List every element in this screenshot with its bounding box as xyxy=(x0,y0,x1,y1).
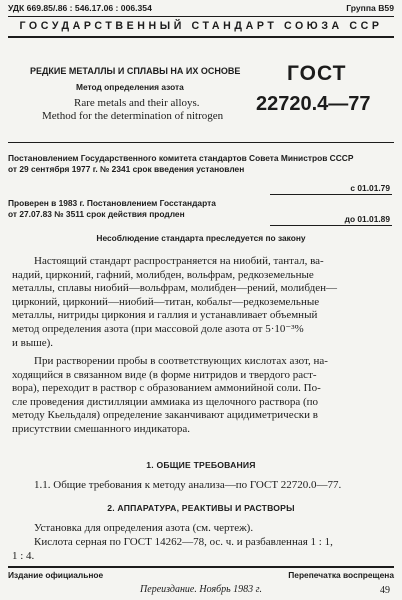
section-2-heading: 2. АППАРАТУРА, РЕАКТИВЫ И РАСТВОРЫ xyxy=(107,503,295,513)
effective-date: с 01.01.79 xyxy=(350,183,390,193)
footer-rule xyxy=(8,566,394,568)
header-rule-bottom xyxy=(8,36,394,38)
body-line: метод определения азота (при массовой доле азота от 5·10⁻³% xyxy=(12,322,304,335)
footer-row xyxy=(8,570,394,580)
body-line: металлы, нитриды циркония и галлия и устанавливает объемный xyxy=(12,309,318,322)
reissue-note: Переиздание. Ноябрь 1983 г. xyxy=(140,584,262,595)
check-line-1: Проверен в 1983 г. Постановлением Госстандарта xyxy=(8,198,216,208)
body-paragraph-1 xyxy=(12,255,390,350)
official-edition-label: Издание официальное xyxy=(8,570,104,580)
decree-line-2: от 29 сентября 1977 г. № 2341 срок введения установлен xyxy=(8,164,245,174)
body-line: цирконий, цирконий—ниобий—титан, кобальт—редкоземельные xyxy=(12,295,320,308)
section-2-line-1: Установка для определения азота (см. чертеж). xyxy=(34,522,254,534)
page-number: 49 xyxy=(380,585,390,596)
udk-code: УДК 669.85/.86 : 546.17.06 : 006.354 xyxy=(8,3,152,13)
header-row xyxy=(8,3,394,13)
doc-subtitle-en: Method for the determination of nitrogen xyxy=(42,110,224,122)
title-rule xyxy=(8,142,394,143)
body-line: присутствии смешанного индикатора. xyxy=(12,422,191,435)
body-line: методу Кьельдаля) определение заканчивают ацидиметрически в xyxy=(12,409,318,422)
standard-title: ГОСУДАРСТВЕННЫЙ СТАНДАРТ СОЮЗА ССР xyxy=(19,20,383,32)
body-line: металлы, сплавы ниобий—вольфрам, молибден—рений, молибден— xyxy=(12,282,338,295)
reprint-forbidden-label: Перепечатка воспрещена xyxy=(288,570,394,580)
doc-title-en: Rare metals and their alloys. xyxy=(74,97,200,109)
body-line: Настоящий стандарт распространяется на ниобий, тантал, ва- xyxy=(34,255,324,267)
doc-subtitle-ru: Метод определения азота xyxy=(76,82,184,92)
section-1-text: 1.1. Общие требования к методу анализа—по ГОСТ 22720.0—77. xyxy=(34,479,342,491)
body-line: При растворении пробы в соответствующих кислотах азот, на- xyxy=(34,355,328,367)
body-line: сле проведения дистилляции аммиака из щелочного раствора (по xyxy=(12,395,319,408)
date-underline-1 xyxy=(270,194,392,195)
extended-date: до 01.01.89 xyxy=(344,214,390,224)
check-line-2: от 27.07.83 № 3511 срок действия продлен xyxy=(8,209,185,219)
decree-line-1: Постановлением Государственного комитета стандартов Совета Министров СССР xyxy=(8,153,354,163)
section-2-line-2: Кислота серная по ГОСТ 14262—78, ос. ч. и разбавленная 1 : 1, xyxy=(34,536,333,548)
header-rule-top xyxy=(8,16,394,17)
body-line: надий, цирконий, гафний, молибден, вольфрам, редкоземельные xyxy=(12,268,314,281)
date-underline-2 xyxy=(270,225,392,226)
section-2-line-3: 1 : 4. xyxy=(12,550,35,562)
body-line: вора), переходит в раствор с образованием аммонийной соли. По- xyxy=(12,382,321,395)
legal-warning: Несоблюдение стандарта преследуется по закону xyxy=(96,233,306,243)
body-paragraph-2 xyxy=(12,355,390,437)
group-code: Группа В59 xyxy=(346,3,394,13)
body-line: ходящийся в связанном виде (в форме нитридов и твердого раст- xyxy=(12,368,317,381)
body-line: и выше). xyxy=(12,336,53,349)
doc-title-ru: РЕДКИЕ МЕТАЛЛЫ И СПЛАВЫ НА ИХ ОСНОВЕ xyxy=(30,66,241,76)
gost-label: ГОСТ xyxy=(287,62,347,85)
section-1-heading: 1. ОБЩИЕ ТРЕБОВАНИЯ xyxy=(146,460,256,470)
gost-number: 22720.4—77 xyxy=(256,93,371,115)
